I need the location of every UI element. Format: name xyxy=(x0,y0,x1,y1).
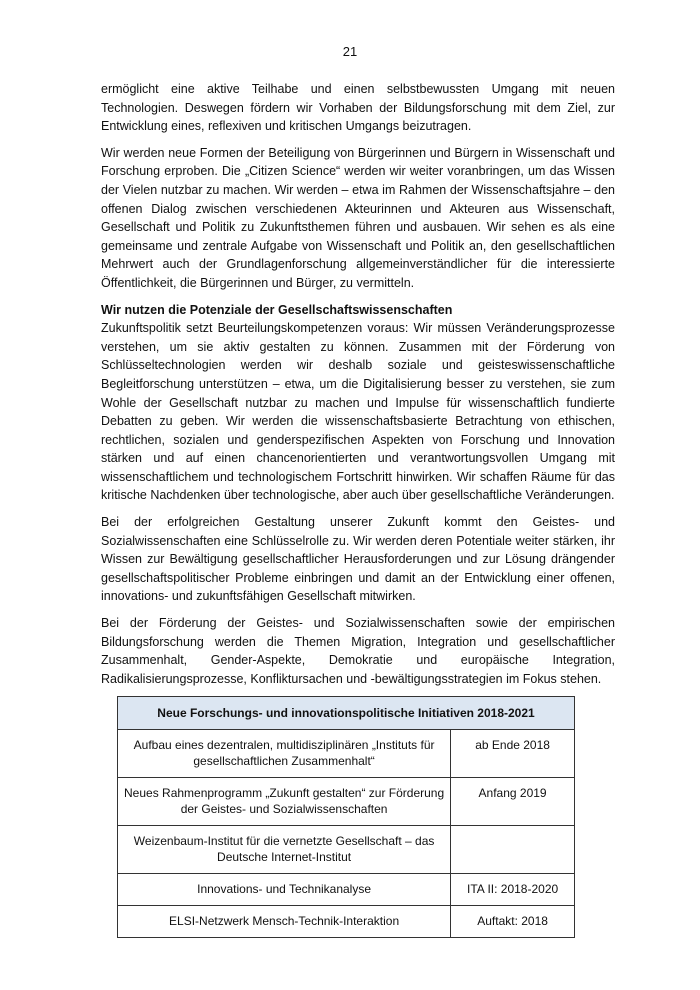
document-body xyxy=(101,80,615,938)
table-row xyxy=(118,730,575,778)
table-row xyxy=(118,778,575,826)
initiative-cell: Aufbau eines dezentralen, multidisziplinären „Instituts für gesellschaftlichen Zusammenhalt“ xyxy=(118,730,451,778)
initiative-cell: ELSI-Netzwerk Mensch-Technik-Interaktion xyxy=(118,906,451,938)
timing-cell xyxy=(451,826,575,874)
table-row xyxy=(118,826,575,874)
table-row xyxy=(118,906,575,938)
timing-cell: Auftakt: 2018 xyxy=(451,906,575,938)
initiatives-table-container xyxy=(117,696,615,938)
page-number: 21 xyxy=(342,44,358,59)
section-paragraph-3: Bei der Förderung der Geistes- und Sozialwissenschaften sowie der empirischen Bildungsforschung werden die Themen Migration, Integration und gesellschaftlicher Zusammenhalt, Gender-Aspekte, Demokratie und europäische Integration, Radikalisierungsprozesse, Konfliktursachen und -bewältigungsstrategien im Fokus stehen. xyxy=(101,616,615,686)
timing-cell: ab Ende 2018 xyxy=(451,730,575,778)
table-header-row xyxy=(118,697,575,730)
initiative-cell: Weizenbaum-Institut für die vernetzte Gesellschaft – das Deutsche Internet-Institut xyxy=(118,826,451,874)
paragraph-2: Wir werden neue Formen der Beteiligung von Bürgerinnen und Bürgern in Wissenschaft und Forschung erproben. Die „Citizen Science“ werden wir weiter voranbringen, um das Wissen der Vielen nutzbar zu machen. Wir werden – etwa im Rahmen der Wissenschaftsjahre – den offenen Dialog zwischen verschiedenen Akteurinnen und Akteuren aus Wissenschaft, Gesellschaft und Politik zu Zukunftsthemen führen und ausbauen. Wir sehen es als eine gemeinsame und zentrale Aufgabe von Wissenschaft und Politik an, den gesellschaftlichen Mehrwert auch der Grundlagenforschung allgemeinverständlicher für die interessierte Öffentlichkeit, die Bürgerinnen und Bürger, zu vermitteln. xyxy=(101,145,615,290)
initiative-cell: Innovations- und Technikanalyse xyxy=(118,874,451,906)
section-paragraph-1: Zukunftspolitik setzt Beurteilungskompetenzen voraus: Wir müssen Veränderungsprozesse verstehen, um sie aktiv gestalten zu können. Zusammen mit der Förderung von Schlüsseltechnologien werden wir deshalb soziale und geisteswissenschaftliche Begleitforschung unterstützen – etwa, um die Digitalisierung besser zu verstehen, sie zum Wohle der Gesellschaft nutzbar zu machen und Impulse für wissenschaftlich fundierte Debatten zu geben. Wir werden die wissenschaftsbasierte Betrachtung von ethischen, rechtlichen, sozialen und genderspezifischen Aspekten von Forschung und Innovation stärken und auf einen chancenorientierten und verantwortungsvollen Umgang mit wissenschaftlichem und technologischem Fortschritt hinwirken. Wir schaffen Räume für das kritische Nachdenken über technologische, aber auch über gesellschaftliche Veränderungen. xyxy=(101,321,615,503)
initiative-cell: Neues Rahmenprogramm „Zukunft gestalten“ zur Förderung der Geistes- und Sozialwissenschaften xyxy=(118,778,451,826)
section-heading: Wir nutzen die Potenziale der Gesellschaftswissenschaften xyxy=(101,302,453,317)
initiatives-table xyxy=(117,696,575,938)
section-paragraph-2: Bei der erfolgreichen Gestaltung unserer Zukunft kommt den Geistes- und Sozialwissenschaften eine Schlüsselrolle zu. Wir werden deren Potentiale weiter stärken, ihr Wissen zur Bewältigung gesellschaftlicher Herausforderungen und zur Lösung drängender gesellschaftspolitischer Probleme einbringen und damit an der Entwicklung einer offenen, innovations- und zukunftsfähigen Gesellschaft mitwirken. xyxy=(101,515,615,604)
table-row xyxy=(118,874,575,906)
timing-cell: Anfang 2019 xyxy=(451,778,575,826)
paragraph-1: ermöglicht eine aktive Teilhabe und einen selbstbewussten Umgang mit neuen Technologien. Deswegen fördern wir Vorhaben der Bildungsforschung mit dem Ziel, zur Entwicklung eines, reflexiven und kritischen Umgangs beizutragen. xyxy=(101,82,615,134)
table-header: Neue Forschungs- und innovationspolitische Initiativen 2018-2021 xyxy=(118,697,575,730)
timing-cell: ITA II: 2018-2020 xyxy=(451,874,575,906)
